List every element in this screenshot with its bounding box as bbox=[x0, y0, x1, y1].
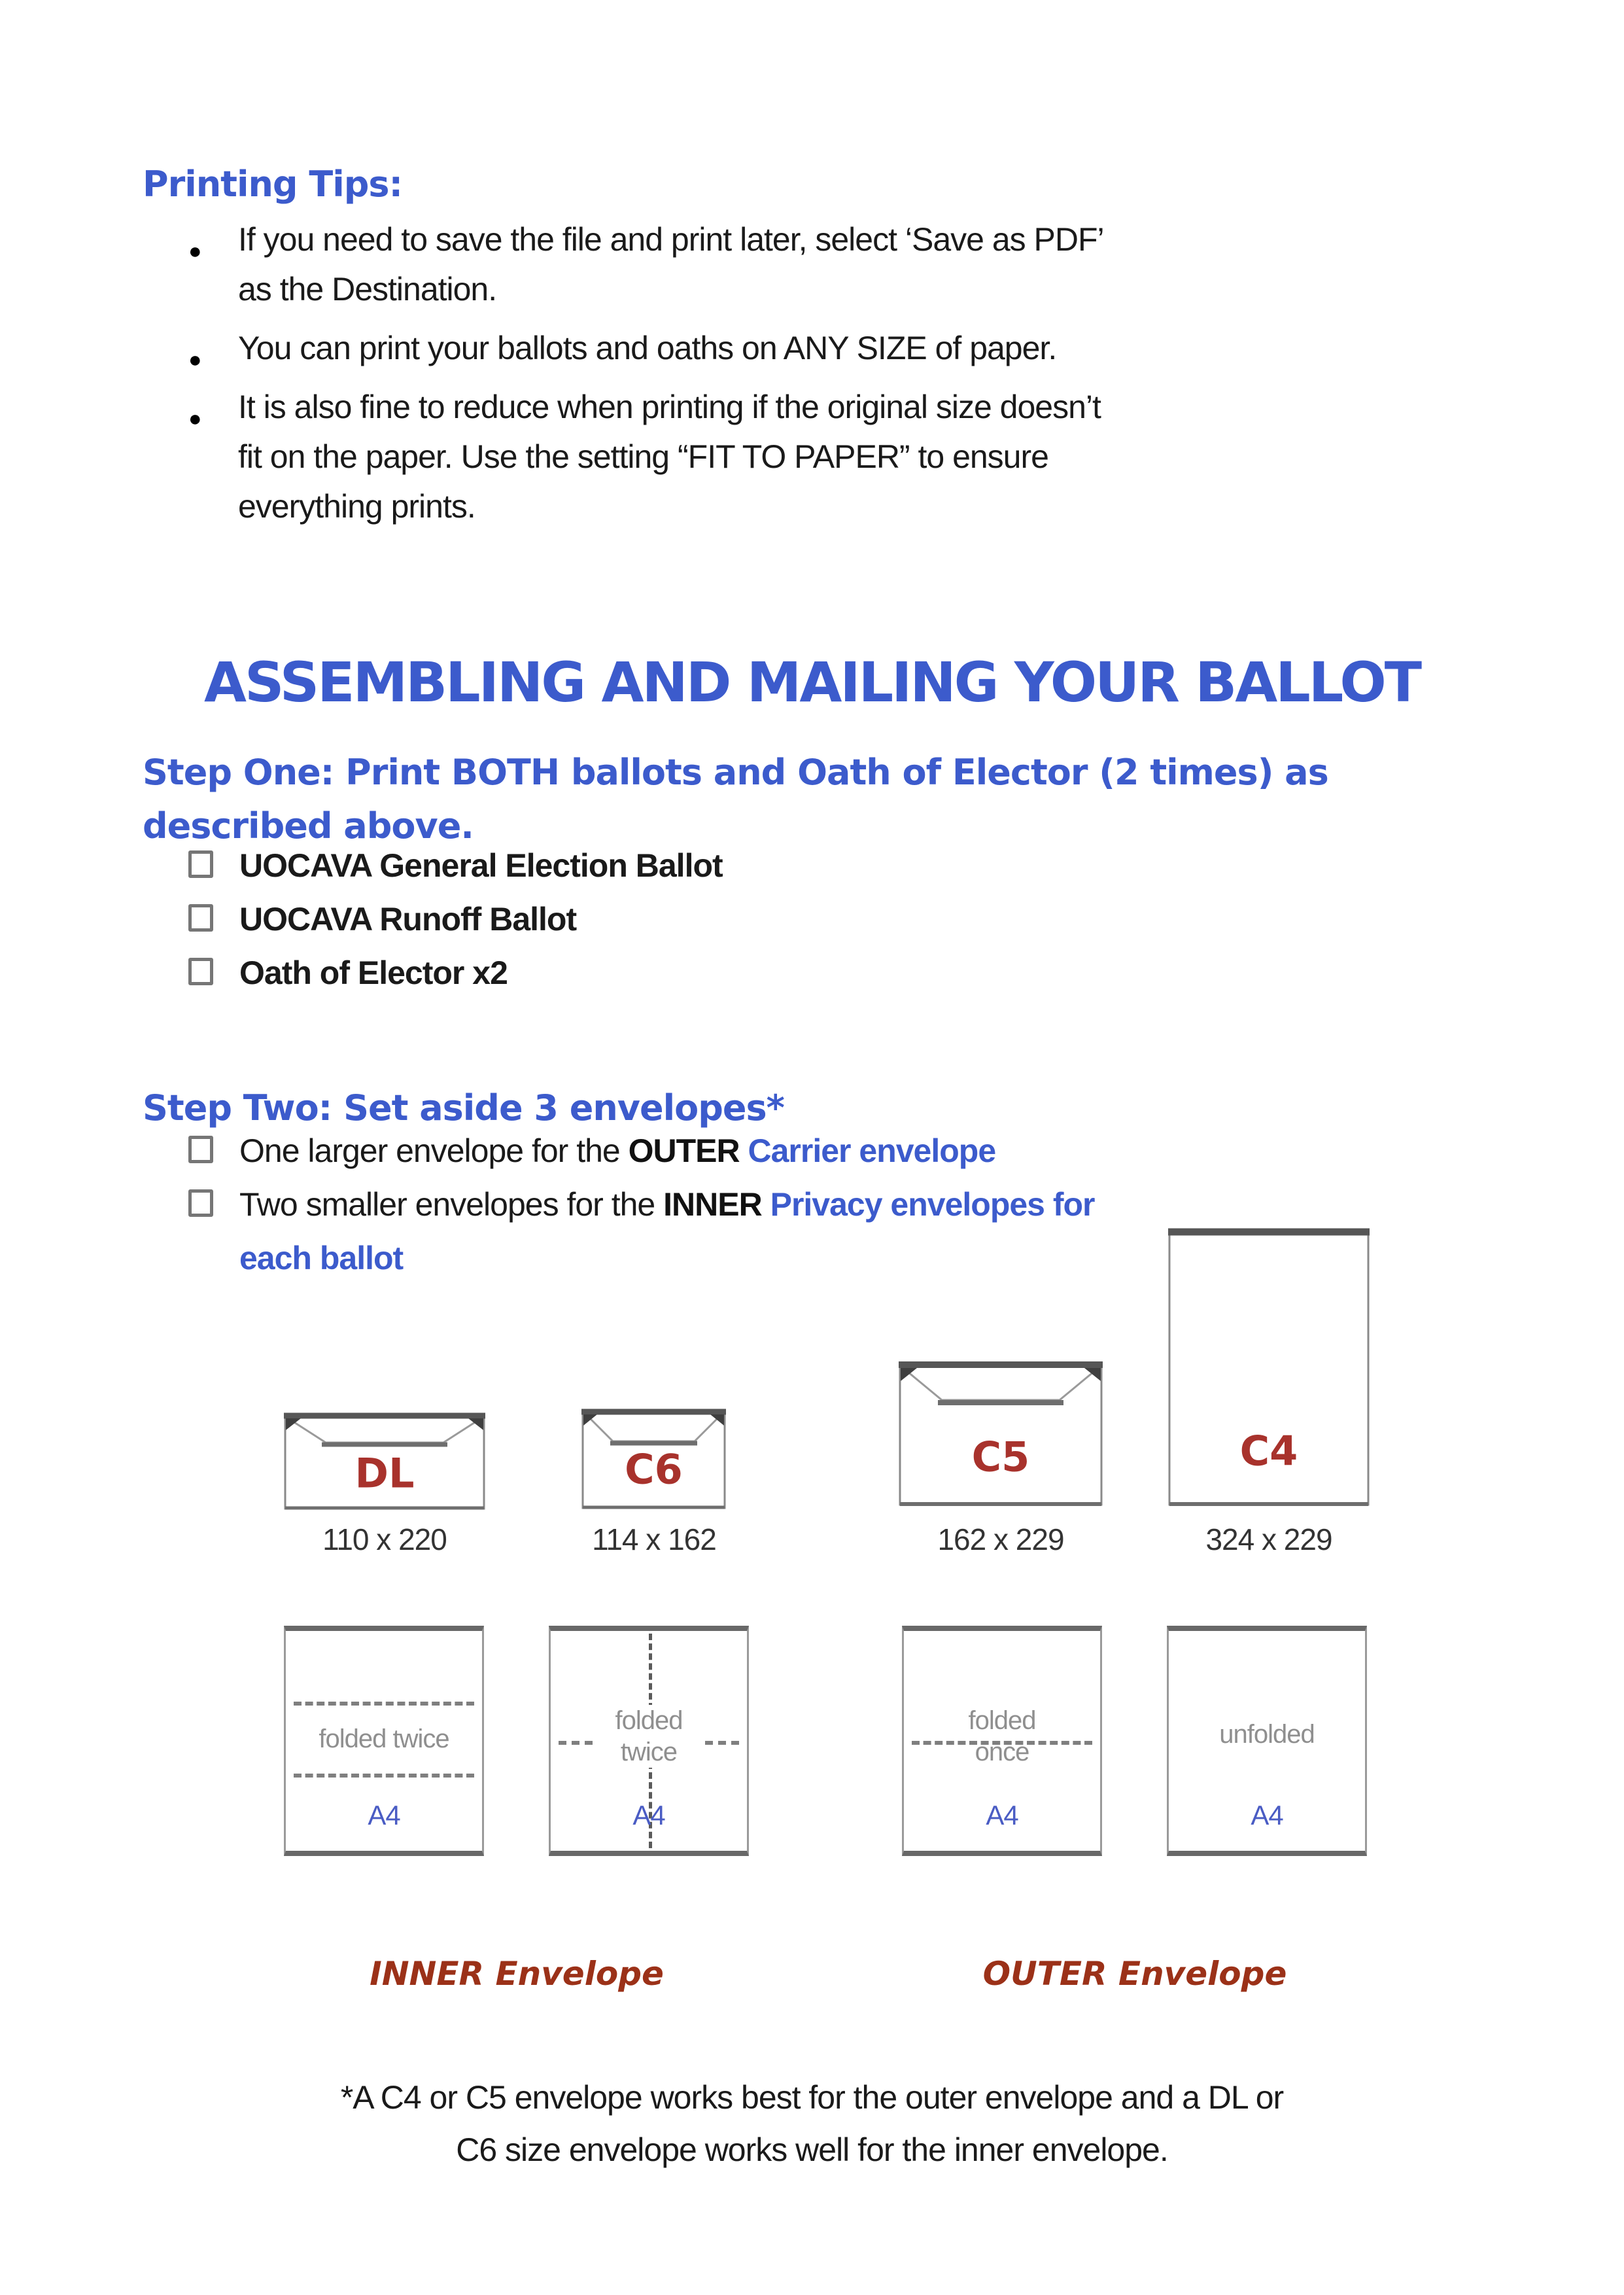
checkbox-icon bbox=[188, 904, 213, 932]
envelope-label: C4 bbox=[1239, 1427, 1298, 1475]
inner-envelope-caption: INNER Envelope bbox=[370, 1955, 664, 1993]
checkbox-icon bbox=[188, 1136, 213, 1163]
envelope-dimensions: 324 x 229 bbox=[1205, 1522, 1332, 1556]
fold-label: folded once bbox=[968, 1706, 1036, 1767]
bullet-icon: ● bbox=[188, 239, 201, 264]
printing-tips-heading: Printing Tips: bbox=[143, 163, 403, 205]
checklist-item-label: UOCAVA General Election Ballot bbox=[239, 847, 723, 884]
envelope-dimensions: 114 x 162 bbox=[592, 1522, 716, 1556]
spacer bbox=[762, 1186, 770, 1223]
envelope-dimensions: 162 x 229 bbox=[937, 1522, 1064, 1556]
bullet-text: You can print your ballots and oaths on ANY SIZE of paper. bbox=[238, 330, 1057, 366]
step-one-heading: Step One: Print BOTH ballots and Oath of Elector (2 times) as described above. bbox=[143, 751, 1328, 847]
spacer bbox=[740, 1132, 748, 1169]
checkbox-icon bbox=[188, 1189, 213, 1217]
envelope-c6-diagram bbox=[581, 1407, 726, 1511]
envelope-dimensions: 110 x 220 bbox=[322, 1522, 447, 1556]
list-item bbox=[184, 215, 1479, 314]
checklist-item-label: Oath of Elector x2 bbox=[239, 955, 508, 991]
envelope-label: C6 bbox=[625, 1445, 683, 1494]
item-highlight: each ballot bbox=[239, 1240, 404, 1276]
fold-label: unfolded bbox=[1219, 1719, 1315, 1749]
envelope-c5-diagram bbox=[899, 1359, 1103, 1507]
paper-size-label: A4 bbox=[368, 1800, 400, 1831]
step-two-heading: Step Two: Set aside 3 envelopes* bbox=[143, 1087, 784, 1129]
list-item bbox=[184, 382, 1479, 531]
item-emphasis: OUTER bbox=[628, 1132, 740, 1169]
checklist-item bbox=[188, 839, 723, 892]
fold-line bbox=[294, 1702, 474, 1706]
fold-label: folded twice bbox=[594, 1705, 704, 1768]
paper-size-label: A4 bbox=[1251, 1800, 1283, 1831]
envelope-label: C5 bbox=[971, 1433, 1030, 1481]
a4-sheet-folded-twice-horizontal bbox=[284, 1626, 484, 1856]
fold-label: folded twice bbox=[319, 1724, 449, 1753]
page-title: ASSEMBLING AND MAILING YOUR BALLOT bbox=[203, 650, 1421, 715]
step-one-checklist bbox=[188, 839, 723, 1000]
envelope-dl-diagram bbox=[284, 1411, 485, 1511]
checklist-item bbox=[188, 946, 723, 1000]
a4-sheet-folded-once bbox=[902, 1626, 1102, 1856]
item-text: Two smaller envelopes for the bbox=[239, 1186, 664, 1223]
paper-size-label: A4 bbox=[632, 1800, 665, 1831]
a4-sheet-unfolded bbox=[1167, 1626, 1367, 1856]
bullet-text: It is also fine to reduce when printing if the original size doesn’t fit on the paper. Use the setting “FIT TO PAPER” to ensure everything prints. bbox=[238, 389, 1101, 525]
bullet-icon: ● bbox=[188, 406, 201, 431]
paper-size-label: A4 bbox=[986, 1800, 1018, 1831]
footnote: *A C4 or C5 envelope works best for the outer envelope and a DL or C6 size envelope works well for the inner envelope. bbox=[340, 2079, 1284, 2168]
item-highlight: Privacy envelopes for bbox=[770, 1186, 1095, 1223]
printing-tips-list bbox=[184, 215, 1479, 540]
a4-sheet-folded-twice-cross bbox=[549, 1626, 749, 1856]
envelope-c4-diagram bbox=[1168, 1227, 1370, 1507]
bullet-icon: ● bbox=[188, 347, 201, 372]
outer-envelope-caption: OUTER Envelope bbox=[982, 1955, 1287, 1993]
list-item bbox=[184, 323, 1479, 373]
checklist-item bbox=[188, 1124, 1496, 1178]
checkbox-icon bbox=[188, 850, 213, 878]
bullet-text: If you need to save the file and print later, select ‘Save as PDF’ as the Destination. bbox=[238, 221, 1104, 307]
checkbox-icon bbox=[188, 958, 213, 985]
checklist-item-label: UOCAVA Runoff Ballot bbox=[239, 901, 577, 937]
item-text: One larger envelope for the bbox=[239, 1132, 629, 1169]
fold-line bbox=[294, 1774, 474, 1778]
item-highlight: Carrier envelope bbox=[748, 1132, 996, 1169]
envelope-label: DL bbox=[354, 1449, 415, 1498]
checklist-item bbox=[188, 892, 723, 946]
item-emphasis: INNER bbox=[663, 1186, 762, 1223]
